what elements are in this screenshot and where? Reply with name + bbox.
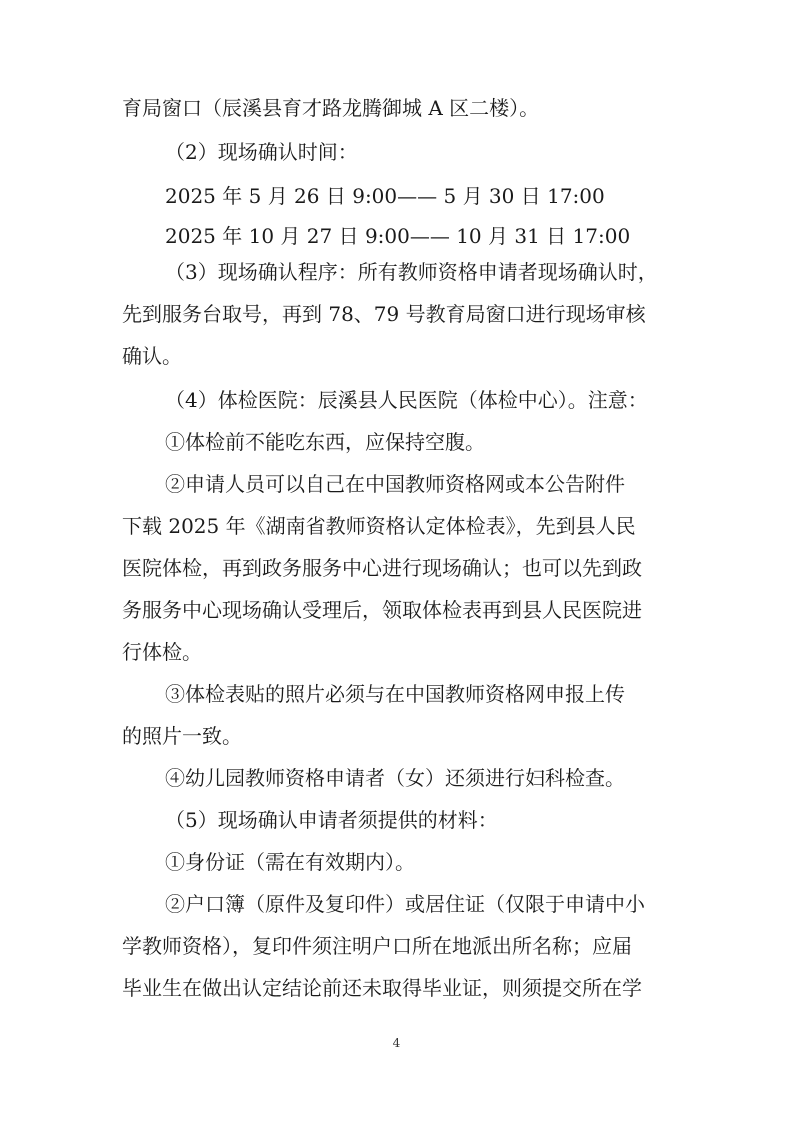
text-line-19: ①身份证（需在有效期内）。	[165, 850, 415, 874]
text-line-14: 行体检。	[122, 640, 202, 664]
text-line-5: （3）现场确认程序：所有教师资格申请者现场确认时，	[165, 260, 658, 284]
text-line-2: （2）现场确认时间：	[165, 140, 358, 164]
text-line-7: 确认。	[122, 344, 182, 368]
text-line-22: 毕业生在做出认定结论前还未取得毕业证，则须提交所在学	[122, 976, 642, 1000]
text-line-16: 的照片一致。	[122, 724, 242, 748]
text-line-21: 学教师资格），复印件须注明户口所在地派出所名称；应届	[122, 934, 632, 958]
text-line-10: ②申请人员可以自己在中国教师资格网或本公告附件	[165, 472, 625, 496]
text-line-12: 医院体检，再到政务服务中心进行现场确认；也可以先到政	[122, 556, 642, 580]
text-line-4: 2025 年 10 月 27 日 9:00—— 10 月 31 日 17:00	[165, 224, 631, 248]
text-line-3: 2025 年 5 月 26 日 9:00—— 5 月 30 日 17:00	[165, 184, 605, 208]
text-line-20: ②户口簿（原件及复印件）或居住证（仅限于申请中小	[165, 892, 645, 916]
text-line-9: ①体检前不能吃东西，应保持空腹。	[165, 430, 485, 454]
text-line-1: 育局窗口（辰溪县育才路龙腾御城 A 区二楼）。	[122, 96, 540, 120]
page-number: 4	[392, 1036, 401, 1050]
text-line-18: （5）现场确认申请者须提供的材料：	[165, 808, 498, 832]
text-line-15: ③体检表贴的照片必须与在中国教师资格网申报上传	[165, 682, 625, 706]
text-line-13: 务服务中心现场确认受理后，领取体检表再到县人民医院进	[122, 598, 642, 622]
text-line-17: ④幼儿园教师资格申请者（女）还须进行妇科检查。	[165, 766, 625, 790]
text-line-6: 先到服务台取号，再到 78、79 号教育局窗口进行现场审核	[122, 302, 646, 326]
text-line-8: （4）体检医院：辰溪县人民医院（体检中心）。注意：	[165, 388, 648, 412]
text-line-11: 下载 2025 年《湖南省教师资格认定体检表》，先到县人民	[122, 514, 636, 538]
